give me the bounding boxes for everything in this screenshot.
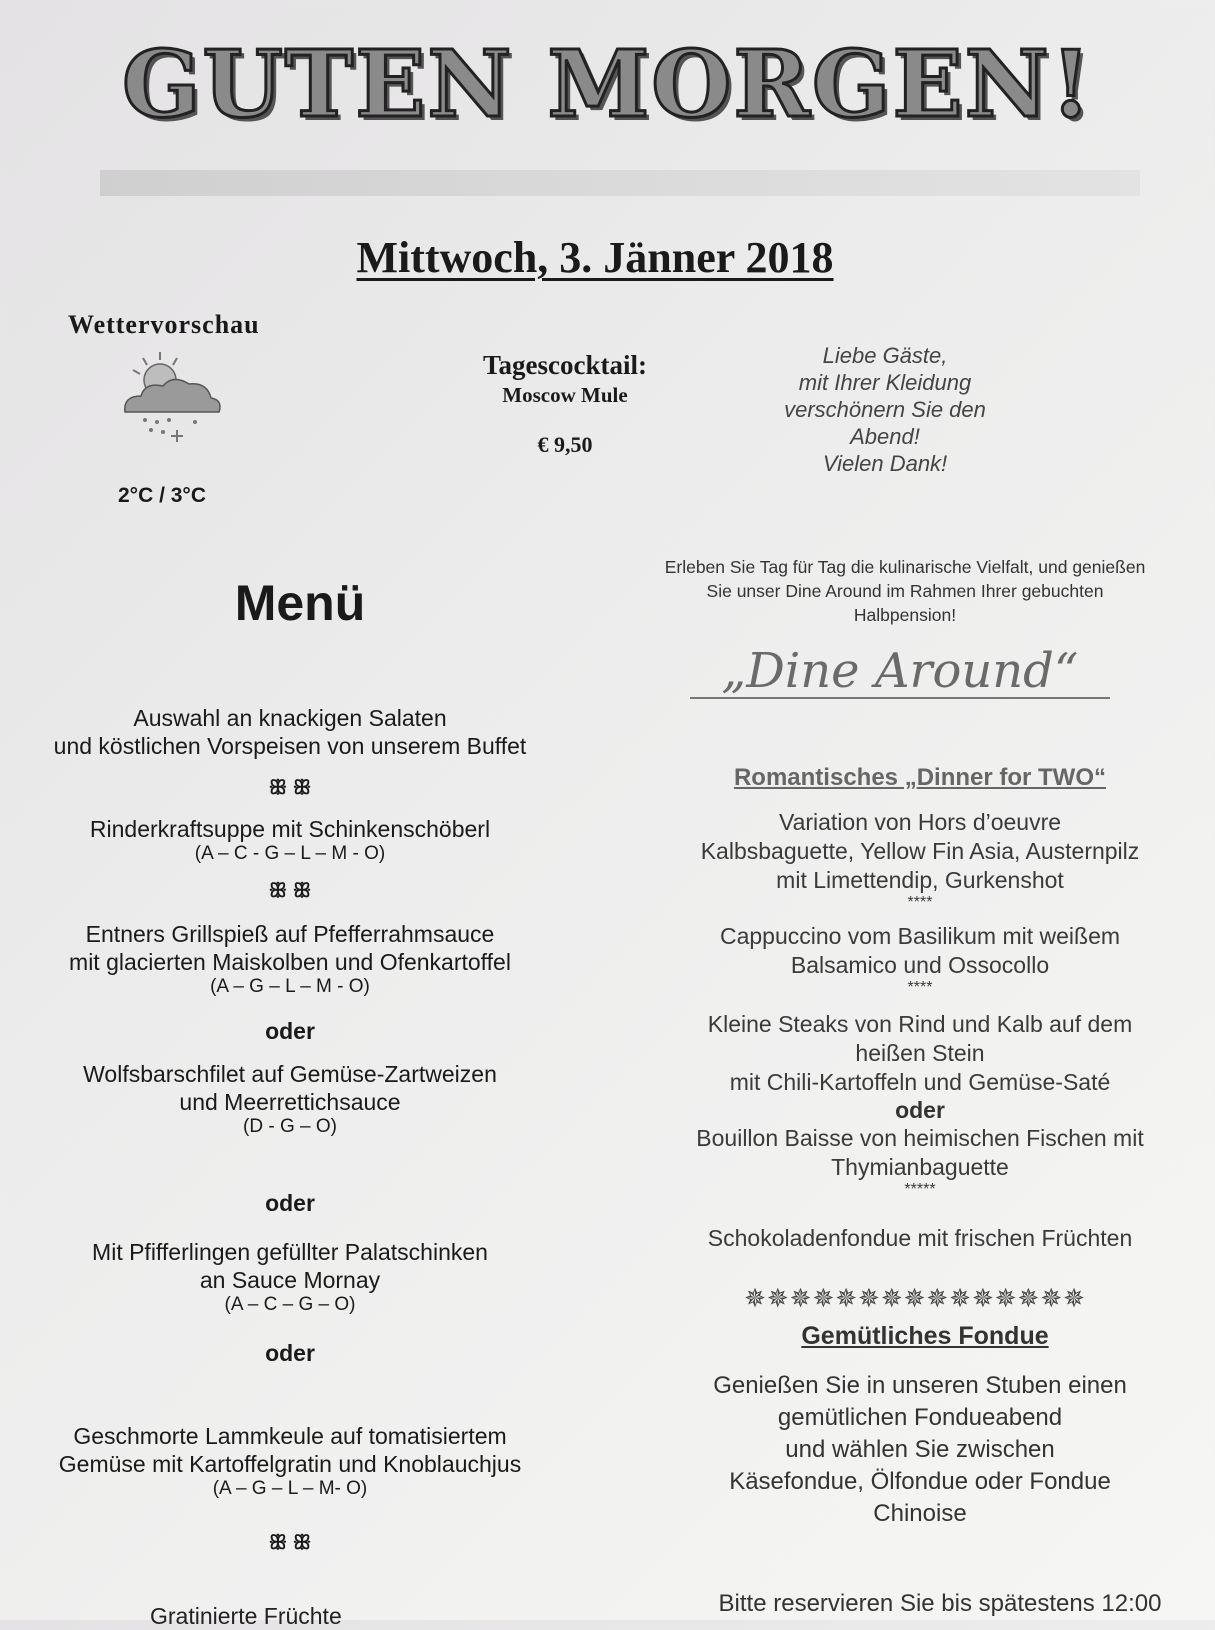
course-line: Variation von Hors d’oeuvre [778, 809, 1062, 835]
menu-line: an Sauce Mornay [199, 1267, 381, 1293]
course-line: Balsamico und Ossocollo [790, 952, 1050, 978]
fondue-title: Gemütliches Fondue [801, 1322, 1049, 1350]
course-line: Kleine Steaks von Rind und Kalb auf dem [707, 1011, 1133, 1037]
cocktail-heading: Tagescocktail: [483, 350, 647, 380]
flower-ornament-row: ✵✵✵✵✵✵✵✵✵✵✵✵✵✵✵ [744, 1283, 1086, 1313]
menu-line: Gemüse mit Kartoffelgratin und Knoblauchjus [58, 1451, 522, 1477]
course-line: mit Limettendip, Gurkenshot [776, 867, 1064, 893]
course-line: mit Chili-Kartoffeln und Gemüse-Saté [729, 1069, 1111, 1095]
menu-soup [0, 815, 580, 865]
section-title: Romantisches „Dinner for TWO“ [733, 764, 1107, 791]
weather-title: Wettervorschau [68, 310, 260, 339]
fondue-line: gemütlichen Fondueabend [777, 1404, 1063, 1431]
guest-note-line: Abend! [850, 424, 920, 449]
menu-starter [0, 704, 580, 760]
course-3 [640, 1010, 1200, 1198]
guest-note-line: Liebe Gäste, [822, 343, 948, 368]
allergen-codes: (A – G – L – M - O) [210, 976, 370, 997]
fondue-line: Chinoise [873, 1500, 967, 1527]
menu-line: Geschmorte Lammkeule auf tomatisiertem [73, 1423, 507, 1449]
or-label: oder [265, 1018, 315, 1044]
guest-note-line: Vielen Dank! [822, 451, 948, 476]
course-line: Kalbsbaguette, Yellow Fin Asia, Austernpilz [700, 838, 1140, 864]
intro-line: Erleben Sie Tag für Tag die kulinarische Vielfalt, und genießen [664, 557, 1146, 577]
reservation-note: Bitte reservieren Sie bis spätestens 12:00 [718, 1590, 1162, 1617]
menu-line: Mit Pfifferlingen gefüllter Palatschinken [92, 1239, 488, 1265]
allergen-codes: (D - G – O) [243, 1116, 337, 1137]
fondue-line: Genießen Sie in unseren Stuben einen [713, 1372, 1127, 1399]
dine-around-intro [625, 555, 1185, 627]
cocktail-box [440, 350, 690, 458]
dine-around-title: „Dine Around“ [690, 645, 1110, 699]
fondue-description [660, 1370, 1180, 1530]
temperature: 2°C / 3°C [118, 484, 206, 507]
or-label: oder [895, 1097, 945, 1123]
cocktail-price: € 9,50 [537, 432, 593, 457]
menu-main-2 [0, 1060, 580, 1138]
guest-note-line: verschönern Sie den [784, 397, 986, 422]
course-2 [640, 922, 1200, 996]
separator-ornament: ꕥ ꕥ [268, 880, 312, 902]
menu-line: Wolfsbarschfilet auf Gemüse-Zartweizen [83, 1061, 497, 1087]
or-label: oder [265, 1190, 315, 1216]
course-divider: ***** [904, 1181, 936, 1198]
intro-line: Halbpension! [853, 605, 957, 625]
separator-ornament: ꕥ ꕥ [268, 777, 312, 799]
or-label: oder [265, 1340, 315, 1366]
menu-main-1 [0, 920, 580, 998]
cloud-sun-snow-icon [115, 350, 230, 450]
menu-line: Entners Grillspieß auf Pfefferrahmsauce [85, 921, 495, 947]
header-divider [100, 170, 1140, 196]
menu-title: Menü [234, 575, 366, 631]
page-title: GUTEN MORGEN! [121, 30, 1094, 138]
course-line: Cappuccino vom Basilikum mit weißem [719, 923, 1121, 949]
fondue-line: und wählen Sie zwischen [785, 1436, 1055, 1463]
menu-line: und Meerrettichsauce [179, 1089, 401, 1115]
guest-note-line: mit Ihrer Kleidung [798, 370, 972, 395]
allergen-codes: (A – C – G – O) [224, 1294, 356, 1315]
course-1 [640, 808, 1200, 911]
course-line: Bouillon Baisse von heimischen Fischen mit [696, 1125, 1144, 1151]
date-heading: Mittwoch, 3. Jänner 2018 [356, 233, 834, 282]
guest-note [740, 342, 1030, 477]
intro-line: Sie unser Dine Around im Rahmen Ihrer gebuchten [706, 581, 1104, 601]
dessert-line: Schokoladenfondue mit frischen Früchten [707, 1225, 1133, 1251]
menu-line: mit glacierten Maiskolben und Ofenkartoffel [69, 949, 511, 975]
menu-line: und köstlichen Vorspeisen von unserem Buffet [53, 733, 527, 759]
menu-line-cut: Gratinierte Früchte [150, 1603, 342, 1629]
allergen-codes: (A – C - G – L – M - O) [194, 843, 386, 864]
separator-ornament: ꕥ ꕥ [268, 1532, 312, 1554]
menu-main-4 [0, 1422, 580, 1500]
course-divider: **** [907, 979, 933, 996]
fondue-line: Käsefondue, Ölfondue oder Fondue [729, 1468, 1111, 1495]
menu-line: Auswahl an knackigen Salaten [133, 705, 447, 731]
course-line: heißen Stein [855, 1040, 985, 1066]
cocktail-name: Moscow Mule [502, 383, 628, 407]
course-line: Thymianbaguette [831, 1154, 1009, 1180]
allergen-codes: (A – G – L – M- O) [212, 1478, 368, 1499]
course-divider: **** [907, 894, 933, 911]
menu-line: Rinderkraftsuppe mit Schinkenschöberl [89, 816, 491, 842]
menu-main-3 [0, 1238, 580, 1316]
